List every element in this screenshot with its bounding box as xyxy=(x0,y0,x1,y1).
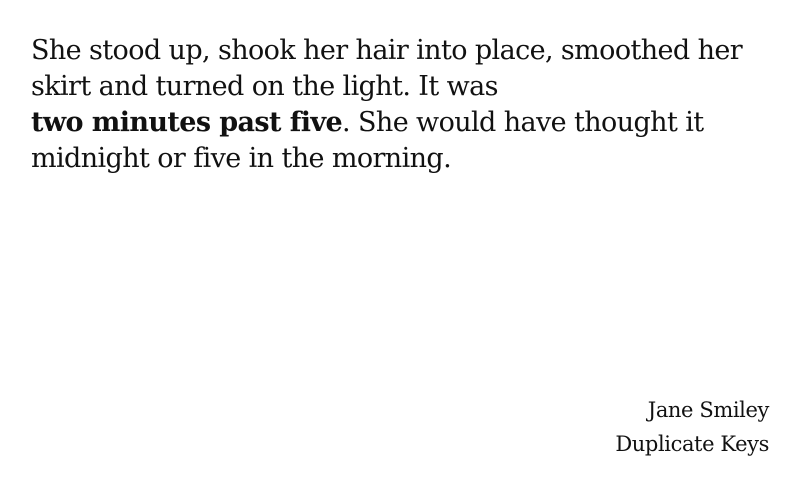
quote-line-2: skirt and turned on the light. It was xyxy=(31,71,498,102)
quote-line-4: midnight or five in the morning. xyxy=(31,143,452,174)
quote-time-highlight: two minutes past five xyxy=(31,107,343,138)
book-title: Duplicate Keys xyxy=(615,432,769,456)
quote-line-3-rest: . She would have thought it xyxy=(342,107,704,138)
quote-line-3 xyxy=(31,105,771,141)
quote-line-1: She stood up, shook her hair into place, smoothed her xyxy=(31,35,743,66)
author-name: Jane Smiley xyxy=(647,398,769,422)
attribution xyxy=(615,393,769,461)
quote-text xyxy=(31,33,771,177)
